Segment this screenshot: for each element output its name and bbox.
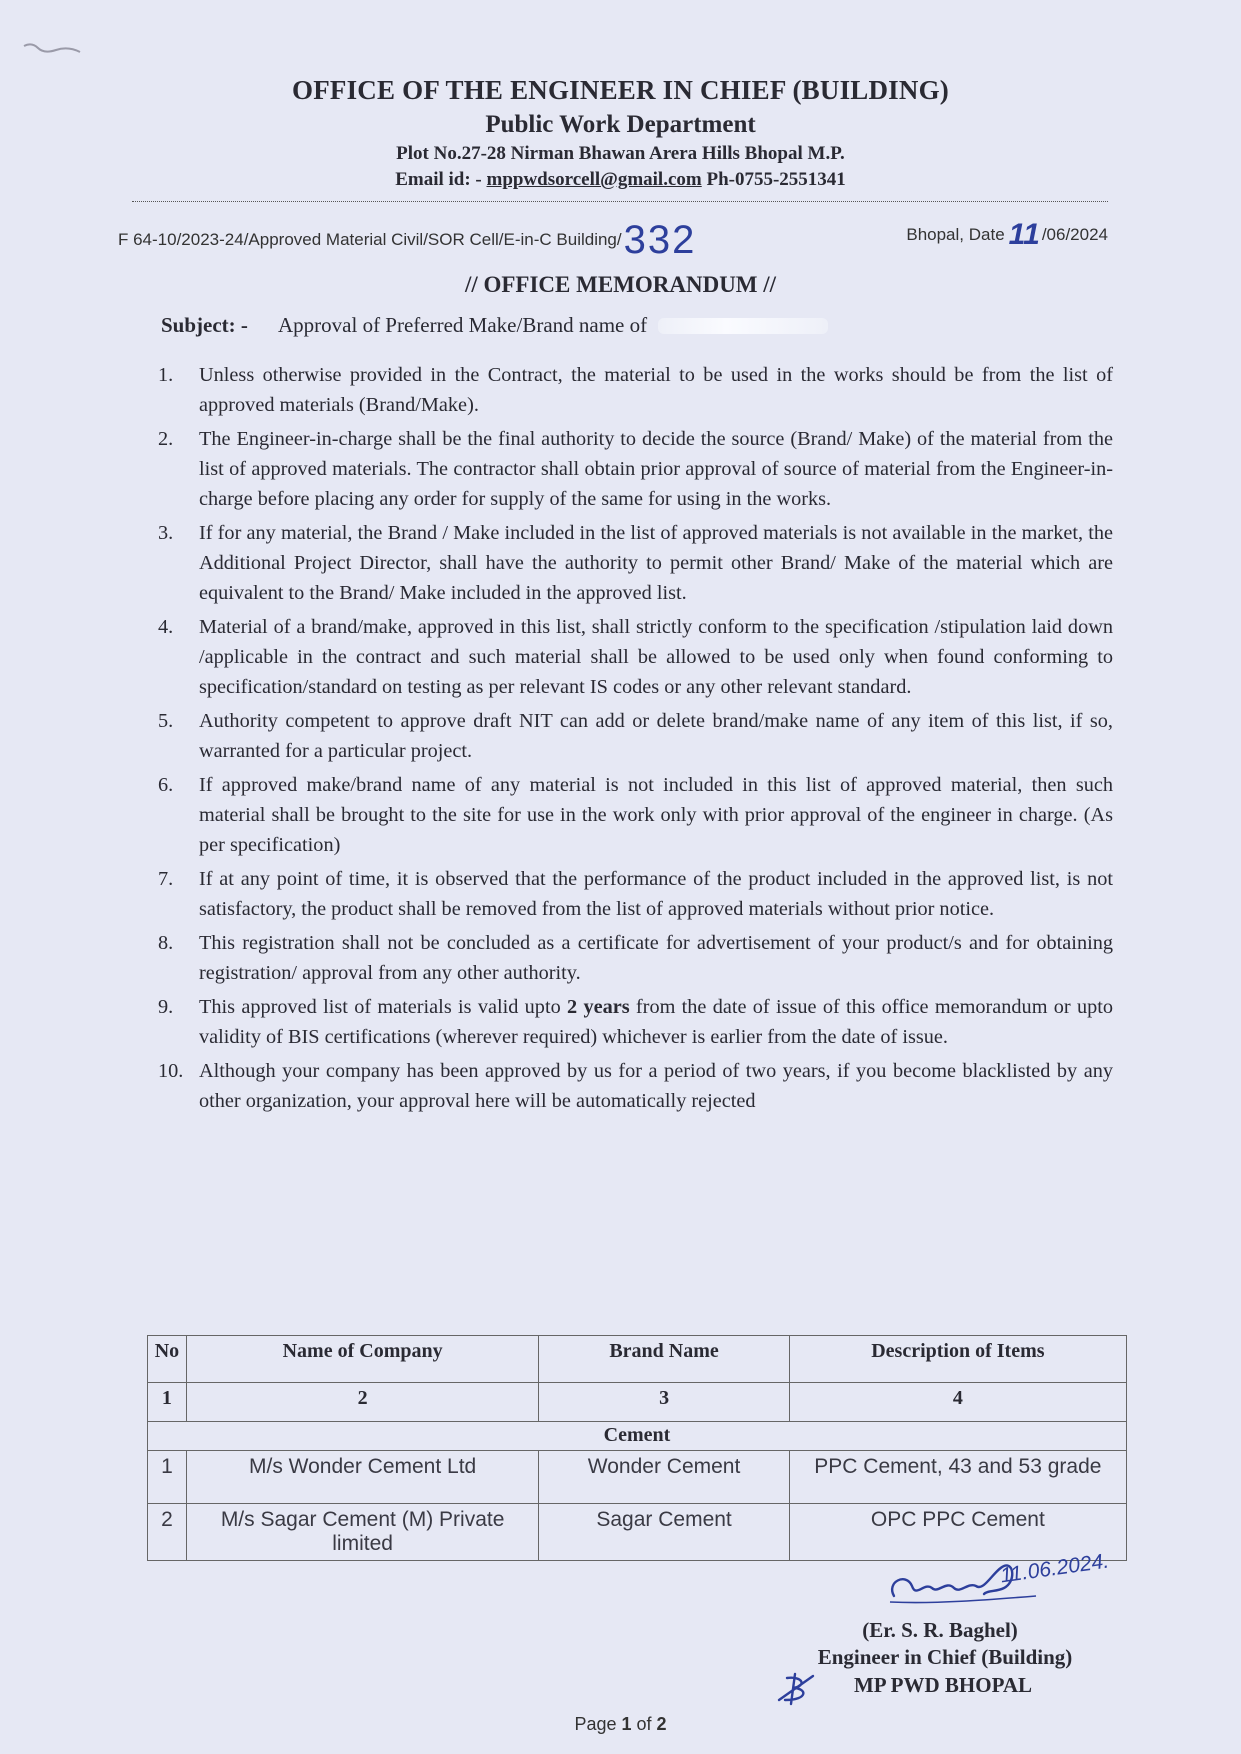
- reference-line: [118, 218, 1108, 263]
- file-number: F 64-10/2023-24/Approved Material Civil/SOR Cell/E-in-C Building/: [118, 230, 622, 249]
- email-label: Email id: -: [395, 169, 482, 190]
- signatory-organisation: MP PWD BHOPAL: [853, 1673, 1033, 1697]
- column-header: Brand Name: [539, 1336, 789, 1383]
- list-item: 9. This approved list of materials is valid upto 2 years from the date of issue of this office memorandum or upto validity of BIS certifications (wherever required) whichever is earlier from the date of issue.: [158, 996, 1113, 1048]
- list-item: 1. Unless otherwise provided in the Contract, the material to be used in the works should be from the list of approved materials (Brand/Make).: [158, 364, 1113, 416]
- memo-number: 332: [623, 218, 697, 262]
- list-item: 10. Although your company has been approved by us for a period of two years, if you become blacklisted by any other organization, your approval here will be automatically rejected: [158, 1060, 1113, 1112]
- page-number: Page 1 of 2: [574, 1714, 667, 1734]
- phone-number: Ph-0755-2551341: [706, 169, 846, 190]
- month-year: /06/2024: [1041, 225, 1108, 244]
- memo-title: // OFFICE MEMORANDUM //: [464, 272, 777, 297]
- email-link[interactable]: mppwdsorcell@gmail.com: [486, 169, 702, 190]
- subject-line: [161, 313, 828, 338]
- department-name: Public Work Department: [485, 111, 756, 138]
- table-row: 1 M/s Wonder Cement Ltd Wonder Cement PPC Cement, 43 and 53 grade: [148, 1451, 1127, 1504]
- column-number-row: 1 2 3 4: [148, 1383, 1127, 1422]
- conditions-list: [158, 360, 1113, 1120]
- column-header: Name of Company: [186, 1336, 539, 1383]
- subject-label: Subject: -: [161, 313, 248, 337]
- list-item: 5. Authority competent to approve draft NIT can add or delete brand/make name of any item of this list, if so, warranted for a particular project.: [158, 710, 1113, 762]
- table-row: 2 M/s Sagar Cement (M) Private limited Sagar Cement OPC PPC Cement: [148, 1504, 1127, 1561]
- list-item: 3. If for any material, the Brand / Make included in the list of approved materials is not available in the market, the Additional Project Director, shall have the authority to permit other Brand/ Make of the material which are equivalent to the Brand/ Make included in the approved list.: [158, 522, 1113, 604]
- place-date-label: Bhopal, Date: [906, 225, 1005, 244]
- handwritten-day: 11: [1008, 218, 1040, 251]
- list-item: 6. If approved make/brand name of any material is not included in this list of approved material, then such material shall be brought to the site for use in the work only with prior approval of the engineer in charge. (As per specification): [158, 774, 1113, 856]
- office-address: Plot No.27-28 Nirman Bhawan Arera Hills Bhopal M.P.: [396, 143, 845, 164]
- header-divider: [132, 201, 1108, 202]
- office-title: OFFICE OF THE ENGINEER IN CHIEF (BUILDING): [292, 75, 949, 105]
- place-date: [906, 218, 1108, 252]
- scan-speck: [22, 40, 82, 60]
- section-row: [148, 1422, 1127, 1451]
- list-item: 7. If at any point of time, it is observed that the performance of the product included in the approved list, is not satisfactory, the product shall be removed from the list of approved materials without prior notice.: [158, 868, 1113, 920]
- signatory-name: (Er. S. R. Baghel): [862, 1618, 1018, 1642]
- column-header: No: [148, 1336, 187, 1383]
- signatory-title: Engineer in Chief (Building): [817, 1645, 1073, 1669]
- subject-text: Approval of Preferred Make/Brand name of: [278, 313, 648, 337]
- redacted-company-name: [658, 318, 828, 334]
- contact-line: [0, 169, 1241, 191]
- approved-brands-table: [147, 1335, 1127, 1561]
- list-item: 8. This registration shall not be concluded as a certificate for advertisement of your product/s and for obtaining registration/ approval from any other authority.: [158, 932, 1113, 984]
- table-header-row: [148, 1336, 1127, 1383]
- column-header: Description of Items: [789, 1336, 1126, 1383]
- validity-period: 2 years: [567, 996, 630, 1018]
- section-title: Cement: [148, 1422, 1127, 1451]
- list-item: 4. Material of a brand/make, approved in this list, shall strictly conform to the specification /stipulation laid down /applicable in the contract and such material shall be allowed to be used only when found conforming to specification/standard on testing as per relevant IS codes or any other relevant standard.: [158, 616, 1113, 698]
- handwritten-date: 11.06.2024.: [998, 1549, 1111, 1588]
- list-item: 2. The Engineer-in-charge shall be the final authority to decide the source (Brand/ Make) of the material from the list of approved materials. The contractor shall obtain prior approval of source of material from the Engineer-in-charge before placing any order for supply of the same for using in the works.: [158, 428, 1113, 510]
